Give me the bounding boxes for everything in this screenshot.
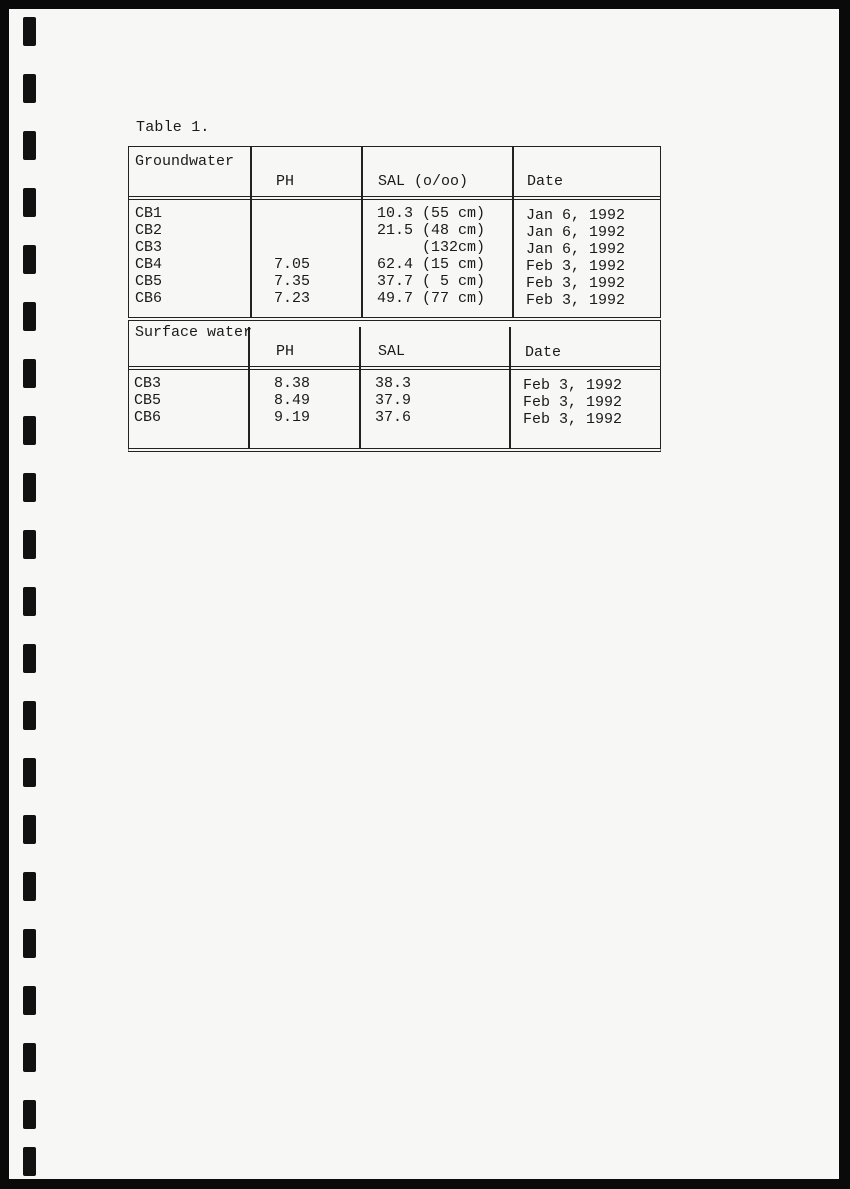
punch-hole	[23, 188, 36, 217]
table-cell: CB3	[134, 375, 162, 392]
punch-hole	[23, 245, 36, 274]
punch-hole	[23, 758, 36, 787]
punch-hole	[23, 1043, 36, 1072]
table-caption: Table 1.	[136, 119, 210, 136]
column-divider	[250, 147, 252, 317]
surface-water-table	[128, 320, 661, 452]
table-cell: 7.23	[274, 290, 311, 307]
punch-hole	[23, 74, 36, 103]
sal-column	[377, 205, 485, 307]
sal-column	[375, 375, 411, 426]
table-cell: 37.6	[375, 409, 412, 426]
table-cell: CB6	[135, 290, 163, 307]
punch-hole	[23, 872, 36, 901]
table-cell: 9.19	[274, 409, 311, 426]
header-ph: PH	[276, 343, 295, 360]
punch-hole	[23, 359, 36, 388]
table-cell: CB3	[135, 239, 163, 256]
header-rule	[129, 366, 660, 370]
table-cell: CB4	[135, 256, 163, 273]
table-cell: Feb 3, 1992	[526, 275, 626, 292]
table-cell: Feb 3, 1992	[523, 411, 623, 428]
punch-hole	[23, 986, 36, 1015]
site-column	[134, 375, 161, 426]
punch-hole	[23, 17, 36, 46]
header-date: Date	[525, 344, 562, 361]
table-cell: Jan 6, 1992	[526, 224, 626, 241]
punch-hole	[23, 416, 36, 445]
section-label: Groundwater	[135, 153, 235, 170]
table-cell: Jan 6, 1992	[526, 207, 626, 224]
table-cell: CB6	[134, 409, 162, 426]
punch-hole	[23, 1147, 36, 1176]
punch-hole	[23, 929, 36, 958]
punch-hole	[23, 131, 36, 160]
table-cell: CB5	[134, 392, 162, 409]
date-column	[526, 207, 625, 309]
punch-hole	[23, 473, 36, 502]
table-cell: (132cm)	[377, 239, 486, 256]
table-cell: CB2	[135, 222, 163, 239]
table-cell: Feb 3, 1992	[523, 377, 623, 394]
column-divider	[361, 147, 363, 317]
header-rule	[129, 196, 660, 200]
table-cell: Feb 3, 1992	[526, 292, 626, 309]
header-sal: SAL (o/oo)	[378, 173, 469, 190]
table-cell: 8.49	[274, 392, 311, 409]
table-cell: 62.4 (15 cm)	[377, 256, 486, 273]
table-cell: 49.7 (77 cm)	[377, 290, 486, 307]
table-cell: 8.38	[274, 375, 311, 392]
table-cell: CB5	[135, 273, 163, 290]
header-sal: SAL	[378, 343, 406, 360]
column-divider	[509, 327, 511, 448]
table-cell: Jan 6, 1992	[526, 241, 626, 258]
punch-hole	[23, 701, 36, 730]
ph-column	[274, 375, 310, 426]
column-divider	[359, 327, 361, 448]
section-label: Surface water	[135, 324, 253, 341]
punch-hole	[23, 530, 36, 559]
punch-hole	[23, 1100, 36, 1129]
table-cell: 21.5 (48 cm)	[377, 222, 486, 239]
site-column	[135, 205, 162, 307]
table-cell: CB1	[135, 205, 163, 222]
date-column	[523, 377, 622, 428]
ph-column	[274, 205, 310, 307]
table-cell: 38.3	[375, 375, 412, 392]
column-divider	[248, 327, 250, 448]
table-cell: Feb 3, 1992	[523, 394, 623, 411]
column-divider	[512, 147, 514, 317]
table-cell: 37.7 ( 5 cm)	[377, 273, 486, 290]
punch-hole	[23, 644, 36, 673]
groundwater-table	[128, 146, 661, 318]
header-date: Date	[527, 173, 564, 190]
punch-hole	[23, 587, 36, 616]
punch-hole	[23, 302, 36, 331]
table-cell: 37.9	[375, 392, 412, 409]
punch-hole	[23, 815, 36, 844]
table-cell: 7.05	[274, 256, 311, 273]
table-cell: Feb 3, 1992	[526, 258, 626, 275]
header-ph: PH	[276, 173, 295, 190]
table-cell: 7.35	[274, 273, 311, 290]
table-cell: 10.3 (55 cm)	[377, 205, 486, 222]
